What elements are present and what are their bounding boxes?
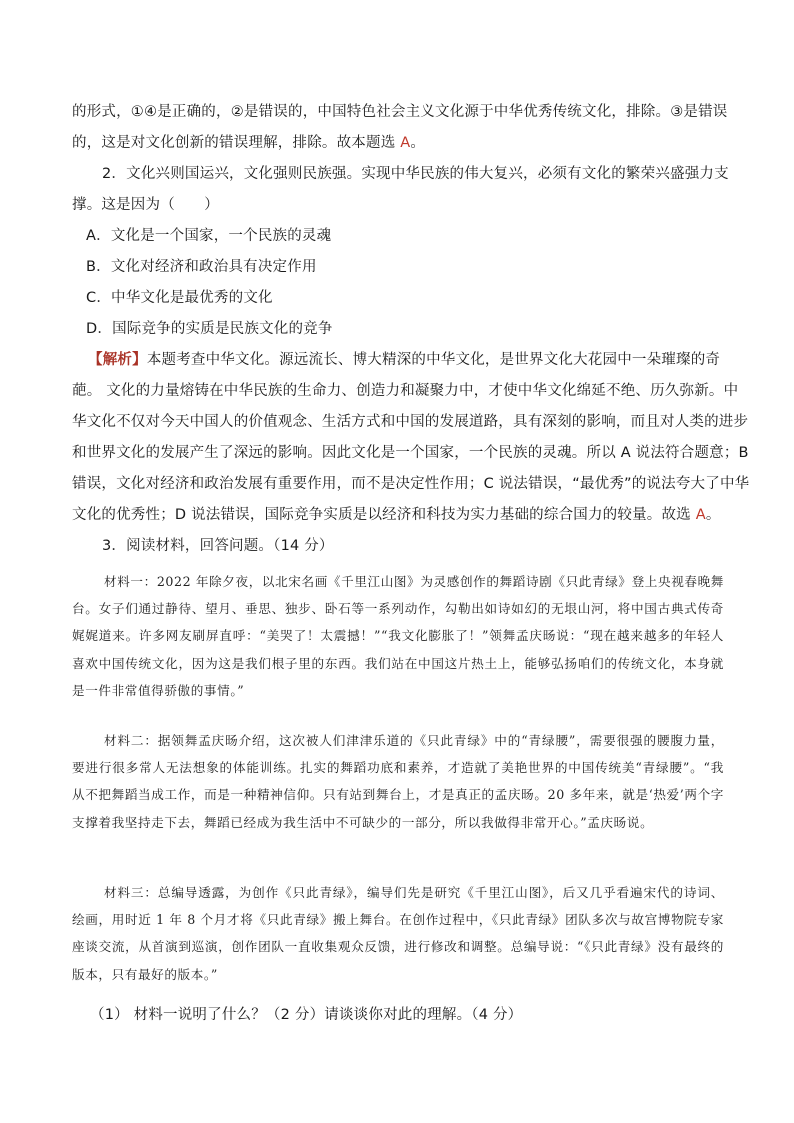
analysis-text-1: 本题考查中华文化。源远流长、博大精深的中华文化，是世界文化大花园中一朵璀璨的奇 (146, 352, 721, 368)
q2-option-a: A．文化是一个国家，一个民族的灵魂 (86, 228, 332, 244)
q2-analysis-line-6 (72, 505, 722, 525)
material-2: 材料二：据领舞孟庆旸介绍，这次被人们津津乐道的《只此青绿》中的“青绿腰”，需要很强的腰腹力量，要进行很多常人无法想象的体能训练。扎实的舞蹈功底和素养，才造就了美艳世界的中国传统美“青绿腰”。“我从不把舞蹈当成工作，而是一种精神信仰。只有站到舞台上，才是真正的孟庆旸。20 多年来，就是‘热爱’两个字支撑着我坚持走下去，舞蹈已经成为我生活中不可缺少的一部分，所以我做得非常开心。”孟庆旸说。 (72, 733, 724, 830)
intro-line-2 (72, 133, 722, 153)
intro-end: 。 (410, 135, 426, 151)
analysis-answer: A (695, 507, 706, 523)
intro-text-1: 的形式，①④是正确的，②是错误的，中国特色社会主义文化源于中华优秀传统文化，排除。③是错误 (72, 104, 728, 120)
q2-analysis-line-5: 错误，文化对经济和政治发展有重要作用，而不是决定性作用；C 说法错误，“最优秀”的说法夸大了中华 (72, 476, 750, 492)
q3-stem: 3．阅读材料，回答问题。（14 分） (102, 538, 334, 554)
q2-option-c: C．中华文化是最优秀的文化 (86, 290, 273, 306)
q2-option-b: B．文化对经济和政治具有决定作用 (86, 259, 317, 275)
intro-answer: A (400, 135, 411, 151)
intro-line-1 (72, 102, 728, 122)
q3-sub-question-1: （1） 材料一说明了什么？（2 分）请谈谈你对此的理解。（4 分） (90, 1007, 523, 1023)
q2-stem-line-2: 撑。这是因为（ ） (72, 197, 219, 213)
material-3: 材料三：总编导透露，为创作《只此青绿》，编导们先是研究《千里江山图》，后又几乎看遍宋代的诗词、绘画，用时近 1 年 8 个月才将《只此青绿》搬上舞台。在创作过程中，《只此青绿》团队多次与故宫博物院专家座谈交流，从首演到巡演，创作团队一直收集观众反馈，进行修改和调整。总编导说：“《只此青绿》没有最终的版本，只有最好的版本。” (72, 885, 724, 982)
analysis-end: 。 (705, 507, 721, 523)
q2-analysis-line-1 (88, 350, 722, 370)
intro-text-2: 的，这是对文化创新的错误理解，排除。故本题选 (72, 135, 401, 151)
q2-stem-line-1: 2．文化兴则国运兴，文化强则民族强。实现中华民族的伟大复兴，必须有文化的繁荣兴盛强力支 (102, 166, 729, 182)
analysis-tag: 【解析】 (88, 352, 147, 368)
material-1: 材料一：2022 年除夕夜，以北宋名画《千里江山图》为灵感创作的舞蹈诗剧《只此青绿》登上央视春晚舞台。女子们通过静待、望月、垂思、独步、卧石等一系列动作，勾勒出如诗如幻的无垠山河，将中国古典式传奇娓娓道来。许多网友刷屏直呼：“美哭了！太震撼！”“我文化膨胀了！”领舞孟庆旸说：“现在越来越多的年轻人喜欢中国传统文化，因为这是我们根子里的东西。我们站在中国这片热土上，能够弘扬咱们的传统文化，本身就是一件非常值得骄傲的事情。” (72, 574, 724, 698)
q2-analysis-line-4: 和世界文化的发展产生了深远的影响。因此文化是一个国家，一个民族的灵魂。所以 A 说法符合题意；B (72, 445, 749, 461)
q2-option-d: D．国际竞争的实质是民族文化的竞争 (86, 321, 333, 337)
q2-analysis-line-3: 华文化不仅对今天中国人的价值观念、生活方式和中国的发展道路，具有深刻的影响，而且对人类的进步 (72, 414, 749, 430)
q2-analysis-line-2: 葩。 文化的力量熔铸在中华民族的生命力、创造力和凝聚力中，才使中华文化绵延不绝、历久弥新。中 (72, 383, 739, 399)
analysis-text-6: 文化的优秀性；D 说法错误，国际竞争实质是以经济和科技为实力基础的综合国力的较量。故选 (72, 507, 696, 523)
